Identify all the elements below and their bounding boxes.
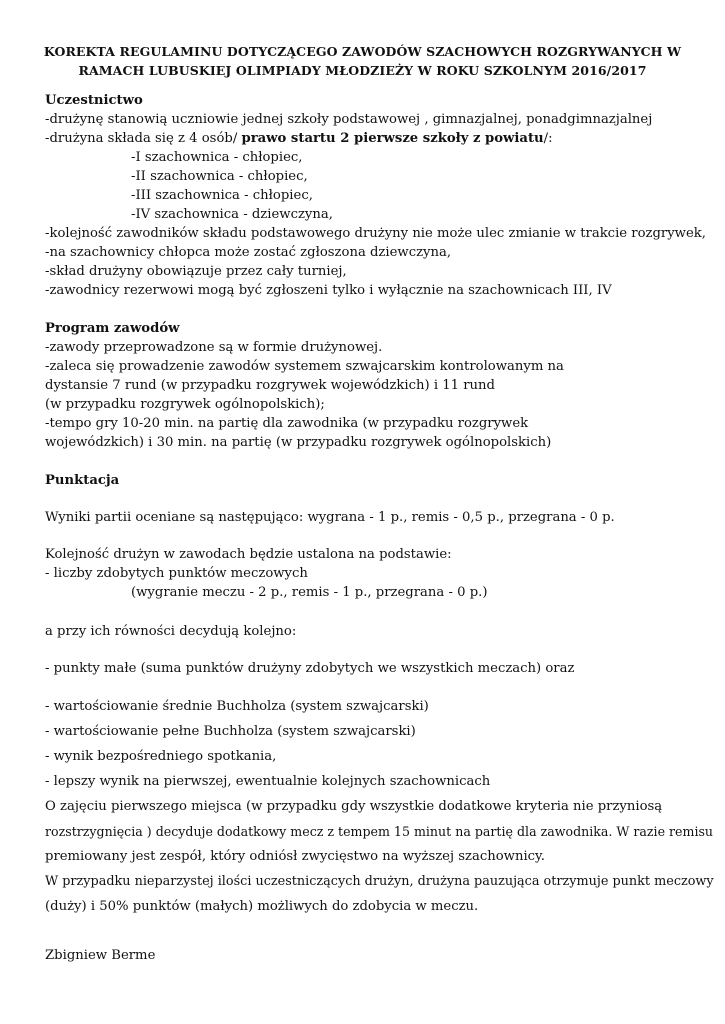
section-heading-program: Program zawodów [45,321,180,336]
paragraph-line: Kolejność drużyn w zawodach będzie ustalona na podstawie: [45,547,452,562]
paragraph-line: (w przypadku rozgrywek ogólnopolskich); [45,397,325,412]
list-item: - wartościowanie średnie Buchholza (system szwajcarski) [45,699,429,714]
bold-text-span: prawo startu 2 pierwsze szkoły z powiatu [241,131,544,146]
paragraph-line: - liczby zdobytych punktów meczowych [45,566,308,581]
paragraph-line: wojewódzkich) i 30 min. na partię (w przypadku rozgrywek ogólnopolskich) [45,435,552,450]
paragraph-line [45,131,553,146]
paragraph-line: -zawodnicy rezerwowi mogą być zgłoszeni tylko i wyłącznie na szachownicach III, IV [45,283,612,298]
document-title-line-2: RAMACH LUBUSKIEJ OLIMPIADY MŁODZIEŻY W ROKU SZKOLNYM 2016/2017 [78,63,647,78]
list-item: -IV szachownica - dziewczyna, [131,207,333,222]
paragraph-line: dystansie 7 rund (w przypadku rozgrywek wojewódzkich) i 11 rund [45,378,495,393]
section-heading-uczestnictwo: Uczestnictwo [45,93,143,108]
list-item: -III szachownica - chłopiec, [131,188,313,203]
list-item: -I szachownica - chłopiec, [131,150,303,165]
paragraph-line: a przy ich równości decydują kolejno: [45,624,297,639]
paragraph-line: rozstrzygnięcia ) decyduje dodatkowy mecz z tempem 15 minut na partię dla zawodnika. W razie remisu [45,824,714,839]
list-item: - lepszy wynik na pierwszej, ewentualnie kolejnych szachownicach [45,774,491,789]
paragraph-line: premiowany jest zespół, który odniósł zwycięstwo na wyższej szachownicy. [45,849,545,864]
paragraph-line: (duży) i 50% punktów (małych) możliwych do zdobycia w meczu. [45,899,479,914]
paragraph-line: -tempo gry 10-20 min. na partię dla zawodnika (w przypadku rozgrywek [45,416,529,431]
paragraph-line: -zawody przeprowadzone są w formie drużynowej. [45,340,383,355]
paragraph-line: Wyniki partii oceniane są następująco: wygrana - 1 p., remis - 0,5 p., przegrana - 0 p. [45,510,615,525]
text-span: /: [543,131,553,146]
list-item: - wynik bezpośredniego spotkania, [45,749,277,764]
list-item: -II szachownica - chłopiec, [131,169,308,184]
paragraph-line: -zaleca się prowadzenie zawodów systemem szwajcarskim kontrolowanym na [45,359,564,374]
paragraph-line: - punkty małe (suma punktów drużyny zdobytych we wszystkich meczach) oraz [45,661,575,676]
paragraph-line: -drużynę stanowią uczniowie jednej szkoły podstawowej , gimnazjalnej, ponadgimnazjalnej [45,112,653,127]
text-span: -drużyna składa się z 4 osób/ [45,131,242,146]
paragraph-line: (wygranie meczu - 2 p., remis - 1 p., przegrana - 0 p.) [131,585,488,600]
list-item: - wartościowanie pełne Buchholza (system szwajcarski) [45,724,416,739]
paragraph-line: -na szachownicy chłopca może zostać zgłoszona dziewczyna, [45,245,452,260]
document-title-line-1: KOREKTA REGULAMINU DOTYCZĄCEGO ZAWODÓW SZACHOWYCH ROZGRYWANYCH W [43,44,682,59]
paragraph-line: W przypadku nieparzystej ilości uczestniczących drużyn, drużyna pauzująca otrzymuje punkt meczowy [45,874,714,889]
signature: Zbigniew Berme [45,948,156,963]
paragraph-line: O zajęciu pierwszego miejsca (w przypadku gdy wszystkie dodatkowe kryteria nie przyniosą [45,799,663,814]
paragraph-line: -skład drużyny obowiązuje przez cały turniej, [45,264,347,279]
paragraph-line: -kolejność zawodników składu podstawowego drużyny nie może ulec zmianie w trakcie rozgrywek, [45,226,706,241]
section-heading-punktacja: Punktacja [45,473,120,488]
